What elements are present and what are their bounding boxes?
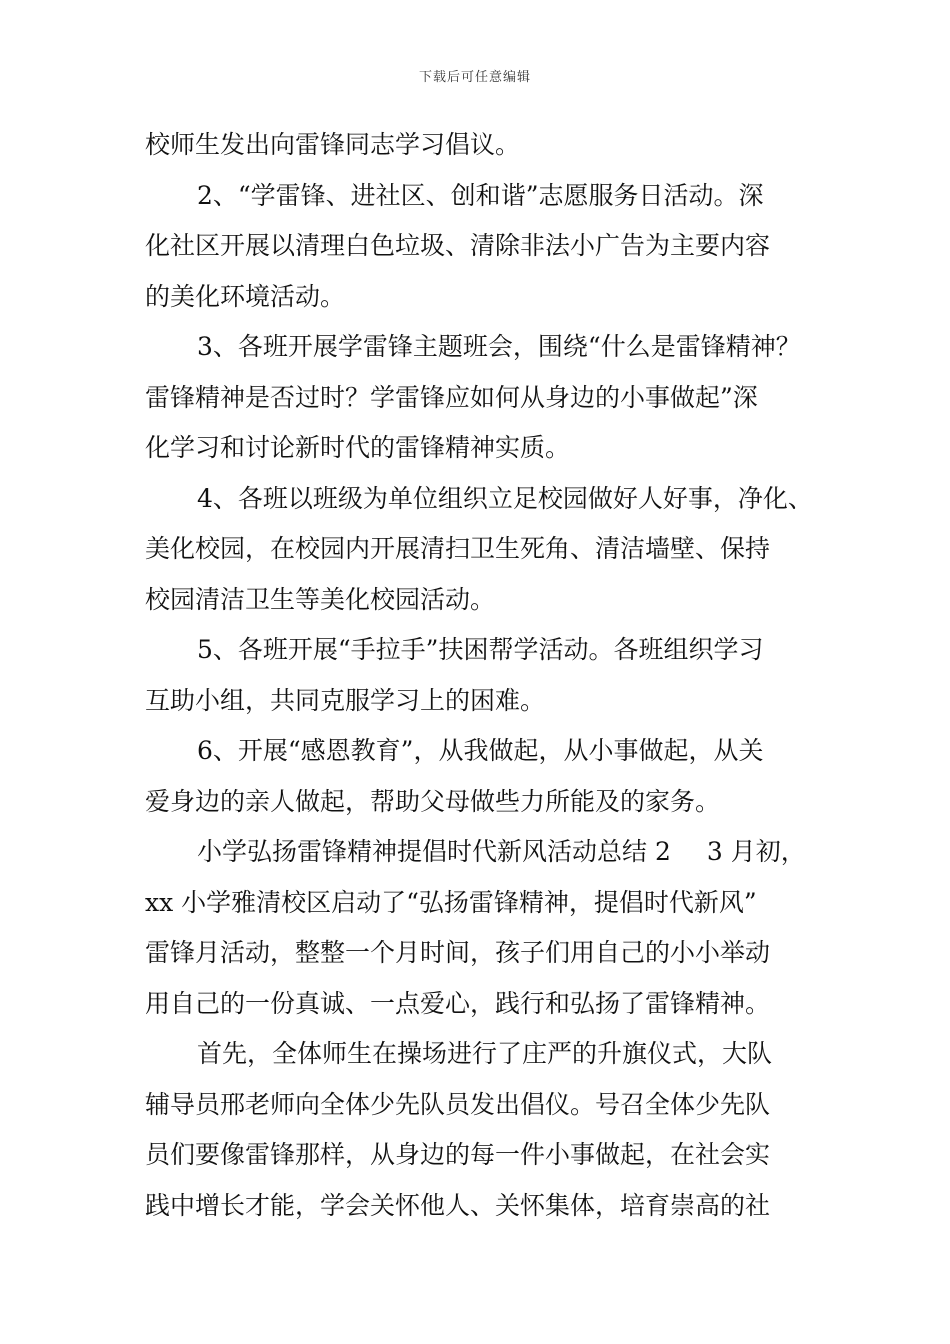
summary-title: 小学弘扬雷锋精神提倡时代新风活动总结 2 [197,837,671,866]
text-line: 2、“学雷锋、进社区、创和谐”志愿服务日活动。深 [197,180,764,210]
text-line: 3、各班开展学雷锋主题班会，围绕“什么是雷锋精神？ [197,332,801,361]
text-line: 用自己的一份真诚、一点爱心，践行和弘扬了雷锋精神。 [145,988,771,1018]
text-line [145,827,835,878]
text-line: 6、开展“感恩教育”，从我做起，从小事做起，从关 [197,736,764,765]
text-line: 首先，全体师生在操场进行了庄严的升旗仪式，大队 [197,1039,773,1068]
summary-date-start: 3 月初， [706,837,806,866]
text-line: 雷锋月活动，整整一个月时间，孩子们用自己的小小举动 [145,938,771,967]
text-line: 爱身边的亲人做起，帮助父母做些力所能及的家务。 [145,786,721,816]
text-line: xx 小学雅清校区启动了“弘扬雷锋精神，提倡时代新风” [145,887,757,917]
text-line: 4、各班以班级为单位组织立足校园做好人好事，净化、 [197,483,813,513]
text-line: 校师生发出向雷锋同志学习倡议。 [145,130,521,159]
text-line: 的美化环境活动。 [145,281,346,311]
text-line: 美化校园，在校园内开展清扫卫生死角、清洁墙壁、保持 [145,534,771,563]
text-line: 化社区开展以清理白色垃圾、清除非法小广告为主要内容 [145,231,771,260]
text-line: 校园清洁卫生等美化校园活动。 [145,584,496,614]
text-line: 践中增长才能，学会关怀他人、关怀集体，培育崇高的社 [145,1190,771,1220]
header-note: 下载后可任意编辑 [418,70,531,85]
text-line: 员们要像雷锋那样，从身边的每一件小事做起，在社会实 [145,1140,771,1169]
document-body [145,120,835,1231]
text-line: 互助小组，共同克服学习上的困难。 [145,685,546,715]
text-line: 辅导员邢老师向全体少先队员发出倡仪。号召全体少先队 [145,1089,771,1119]
text-line: 化学习和讨论新时代的雷锋精神实质。 [145,433,571,462]
text-line: 5、各班开展“手拉手”扶困帮学活动。各班组织学习 [197,635,764,664]
text-line: 雷锋精神是否过时？学雷锋应如何从身边的小事做起”深 [145,382,758,412]
